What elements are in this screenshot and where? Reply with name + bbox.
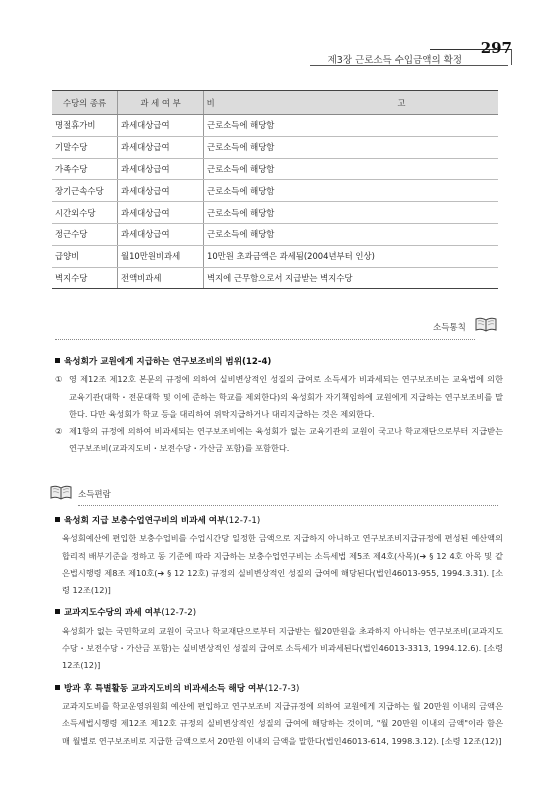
page-header [0, 40, 550, 70]
cell-type: 시간외수당 [52, 202, 118, 224]
square-bullet-icon [55, 609, 60, 614]
cell-type: 기말수당 [52, 136, 118, 158]
cell-type: 정근수당 [52, 223, 118, 245]
table-row [52, 223, 498, 245]
table-row [52, 245, 498, 267]
pyeonram-label: 소득편람 [78, 490, 111, 500]
cell-remark: 근로소득에 해당함 [204, 115, 499, 137]
table-row [52, 202, 498, 224]
pyeonram-entry [55, 681, 503, 750]
entry-heading: 교과지도수당의 과세 여부(12-7-2) [55, 605, 503, 622]
list-item [55, 423, 503, 458]
tongchik-heading: 육성회가 교원에게 지급하는 연구보조비의 범위(12-4) [55, 354, 503, 371]
table-row [52, 136, 498, 158]
cell-remark: 근로소득에 해당함 [204, 202, 499, 224]
cell-remark: 근로소득에 해당함 [204, 180, 499, 202]
item-text: 제1항의 규정에 의하여 비과세되는 연구보조비에는 육성회가 없는 교육기관의 교원이 국고나 학교재단으로부터 지급받는 연구보조비(교과지도비・보전수당・가산금 포함)를 포함한다. [69, 426, 503, 454]
entry-heading: 방과 후 특별활동 교과지도비의 비과세소득 해당 여부(12-7-3) [55, 681, 503, 698]
item-text: 영 제12조 제12호 본문의 규정에 의하여 실비변상적인 성질의 급여로 소득세가 비과세되는 연구보조비는 교육법에 의한 교육기관(대학・전문대학 및 이에 준하는 학교를 제외한다)의 육성회가 자기책임하에 교원에게 지급하는 연구보조비를 말한다. 다만 육성회가 학교 등을 대리하여 위탁지급하거나 대리지급하는 것은 제외한다. [69, 374, 503, 419]
cell-taxable: 과세대상급여 [118, 223, 204, 245]
entry-text: 교과지도비를 학교운영위원회 예산에 편입하고 연구보조비 지급규정에 의하여 교원에게 지급하는 월 20만원 이내의 금액은 소득세법시행령 제12조 제12호 규정의 실비변상적인 성질의 급여에 해당하는 것이며, "월 20만원 이내의 금액"이라 함은 매 월별로 연구보조비로 지급한 금액으로서 20만원 이내의 금액을 말한다(법인46013-614, 1998.3.12). [소령 12조(12)] [62, 700, 503, 746]
cell-remark: 근로소득에 해당함 [204, 223, 499, 245]
cell-taxable: 과세대상급여 [118, 115, 204, 137]
header-allowance-type: 수당의 종류 [52, 91, 118, 115]
page-number: 297 [480, 39, 512, 57]
table-row [52, 267, 498, 289]
table-row [52, 115, 498, 137]
pyeonram-separator [78, 505, 498, 506]
square-bullet-icon [55, 685, 60, 690]
pyeonram-entry [55, 513, 503, 599]
header-taxable: 과 세 여 부 [118, 91, 204, 115]
table-header-row [52, 91, 498, 115]
tongchik-label: 소득통칙 [433, 323, 466, 333]
cell-type: 가족수당 [52, 158, 118, 180]
cell-type: 벽지수당 [52, 267, 118, 289]
cell-remark: 벽지에 근무함으로서 지급받는 벽지수당 [204, 267, 499, 289]
cell-taxable: 과세대상급여 [118, 136, 204, 158]
table-row [52, 158, 498, 180]
chapter-title: 제3장 근로소득 수입금액의 확정 [327, 55, 462, 66]
square-bullet-icon [55, 517, 60, 522]
tongchik-separator [55, 339, 475, 340]
tongchik-section [55, 354, 503, 458]
cell-type: 장기근속수당 [52, 180, 118, 202]
entry-heading: 육성회 지급 보충수업연구비의 비과세 여부(12-7-1) [55, 513, 503, 530]
pyeonram-section [55, 513, 503, 750]
cell-taxable: 과세대상급여 [118, 202, 204, 224]
cell-remark: 근로소득에 해당함 [204, 158, 499, 180]
cell-remark: 근로소득에 해당함 [204, 136, 499, 158]
entry-text: 육성회가 없는 국민학교의 교원이 국고나 학교재단으로부터 지급받는 월20만원을 초과하지 아니하는 연구보조비(교과지도수당・보전수당・가산금 포함)는 실비변상적인 성질의 급여로 소득세가 비과세된다(법인46013-3313, 1994.12.6). [소령 12조(12)] [62, 625, 503, 671]
pyeonram-entry [55, 605, 503, 674]
cell-taxable: 과세대상급여 [118, 180, 204, 202]
cell-taxable: 과세대상급여 [118, 158, 204, 180]
allowance-table [52, 90, 498, 289]
cell-taxable: 월10만원비과세 [118, 245, 204, 267]
cell-taxable: 전액비과세 [118, 267, 204, 289]
item-number: ① [55, 374, 63, 385]
cell-remark: 10만원 초과금액은 과세됨(2004년부터 인상) [204, 245, 499, 267]
table-row [52, 180, 498, 202]
book-icon [475, 316, 497, 332]
list-item [55, 371, 503, 423]
square-bullet-icon [55, 358, 60, 363]
book-icon [50, 484, 72, 500]
cell-type: 급양비 [52, 245, 118, 267]
cell-type: 명절휴가비 [52, 115, 118, 137]
header-remarks: 비 고 [204, 91, 499, 115]
item-number: ② [55, 426, 63, 437]
entry-text: 육성회예산에 편입한 보충수업비를 수업시간당 일정한 금액으로 지급하지 아니하고 연구보조비지급규정에 편성된 예산액의 합리적 배부기준을 정하고 동 기준에 따라 지급하는 보충수업연구비는 소득세법 제5조 제4호(사목)(➔ § 12 4호 아목 및 같은법시행령 제8조 제10호(➔ § 12 12호) 규정의 실비변상적인 성질의 급여에 해당된다(법인46013-955, 1994.3.31). [소령 12조(12)] [62, 533, 503, 596]
